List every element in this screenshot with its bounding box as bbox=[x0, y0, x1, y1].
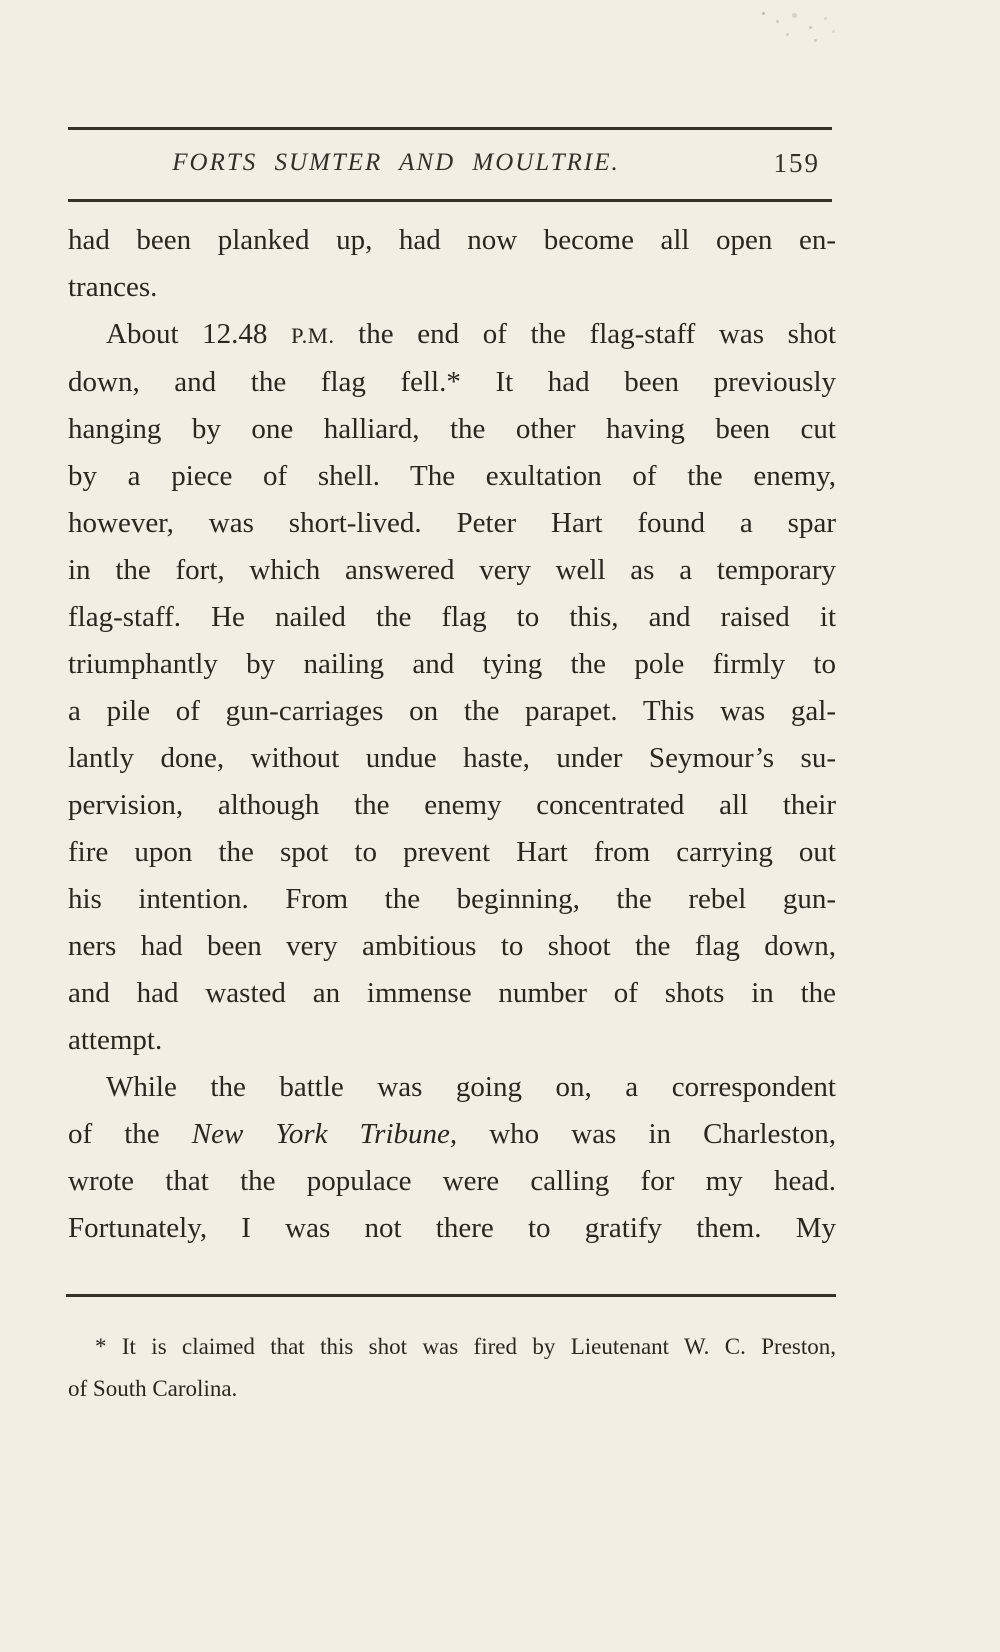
text-line bbox=[68, 1205, 836, 1252]
text-segment: trances. bbox=[68, 271, 158, 303]
running-header-title: FORTS SUMTER AND MOULTRIE. bbox=[172, 149, 620, 176]
text-line bbox=[68, 1111, 836, 1158]
text-segment: While the battle was going on, a correspondent bbox=[106, 1071, 836, 1103]
header-rule-top bbox=[68, 127, 832, 130]
text-segment: triumphantly by nailing and tying the pole firmly to bbox=[68, 648, 836, 680]
text-segment: fire upon the spot to prevent Hart from carrying out bbox=[68, 836, 836, 868]
header-rule-bottom bbox=[68, 199, 832, 202]
text-line bbox=[68, 1158, 836, 1205]
text-segment: however, was short-lived. Peter Hart found a spar bbox=[68, 507, 836, 539]
footnote-rule bbox=[66, 1294, 836, 1297]
text-line bbox=[68, 641, 836, 688]
text-line bbox=[68, 923, 836, 970]
text-line bbox=[68, 1017, 836, 1064]
text-segment: lantly done, without undue haste, under Seymour’s su- bbox=[68, 742, 836, 774]
text-line bbox=[68, 782, 836, 829]
text-segment: attempt. bbox=[68, 1024, 163, 1056]
text-line bbox=[68, 829, 836, 876]
text-line bbox=[68, 547, 836, 594]
text-line bbox=[68, 217, 836, 264]
footnote bbox=[68, 1326, 836, 1410]
text-line bbox=[68, 264, 836, 311]
text-line bbox=[68, 406, 836, 453]
text-segment: his intention. From the beginning, the rebel gun- bbox=[68, 883, 836, 915]
text-line bbox=[68, 311, 836, 359]
text-segment: Fortunately, I was not there to gratify them. My bbox=[68, 1212, 836, 1244]
text-line bbox=[68, 970, 836, 1017]
text-line bbox=[68, 876, 836, 923]
text-segment: and had wasted an immense number of shots in the bbox=[68, 977, 836, 1009]
text-segment: hanging by one halliard, the other having been cut bbox=[68, 413, 836, 445]
footnote-line: * It is claimed that this shot was fired by Lieutenant W. C. Preston, bbox=[95, 1334, 836, 1359]
italic-text-segment: New York Tribune, bbox=[191, 1118, 458, 1150]
running-header bbox=[68, 131, 834, 199]
text-segment: flag-staff. He nailed the flag to this, and raised it bbox=[68, 601, 836, 633]
text-segment: had been planked up, had now become all open en- bbox=[68, 224, 836, 256]
text-segment: of the bbox=[68, 1118, 192, 1150]
text-line bbox=[68, 500, 836, 547]
text-segment: pervision, although the enemy concentrated all their bbox=[68, 789, 836, 821]
text-segment: About 12.48 bbox=[106, 318, 292, 350]
text-segment: ners had been very ambitious to shoot the flag down, bbox=[68, 930, 836, 962]
text-segment: P.M. bbox=[291, 323, 335, 348]
page-body bbox=[68, 217, 836, 1252]
text-line bbox=[68, 453, 836, 500]
text-line bbox=[68, 688, 836, 735]
text-line bbox=[68, 1064, 836, 1111]
text-segment: the end of the flag-staff was shot bbox=[334, 318, 837, 350]
text-segment: who was in Charleston, bbox=[457, 1118, 836, 1150]
text-segment: in the fort, which answered very well as a temporary bbox=[68, 554, 836, 586]
page-number: 159 bbox=[773, 148, 820, 178]
text-segment: a pile of gun-carriages on the parapet. This was gal- bbox=[68, 695, 836, 727]
scan-noise-artifact bbox=[762, 12, 765, 15]
text-line bbox=[68, 594, 836, 641]
footnote-line: of South Carolina. bbox=[68, 1376, 238, 1401]
text-segment: by a piece of shell. The exultation of the enemy, bbox=[68, 460, 836, 492]
text-line bbox=[68, 735, 836, 782]
text-line bbox=[68, 359, 836, 406]
text-segment: wrote that the populace were calling for my head. bbox=[68, 1165, 836, 1197]
text-segment: down, and the flag fell.* It had been previously bbox=[68, 366, 836, 398]
